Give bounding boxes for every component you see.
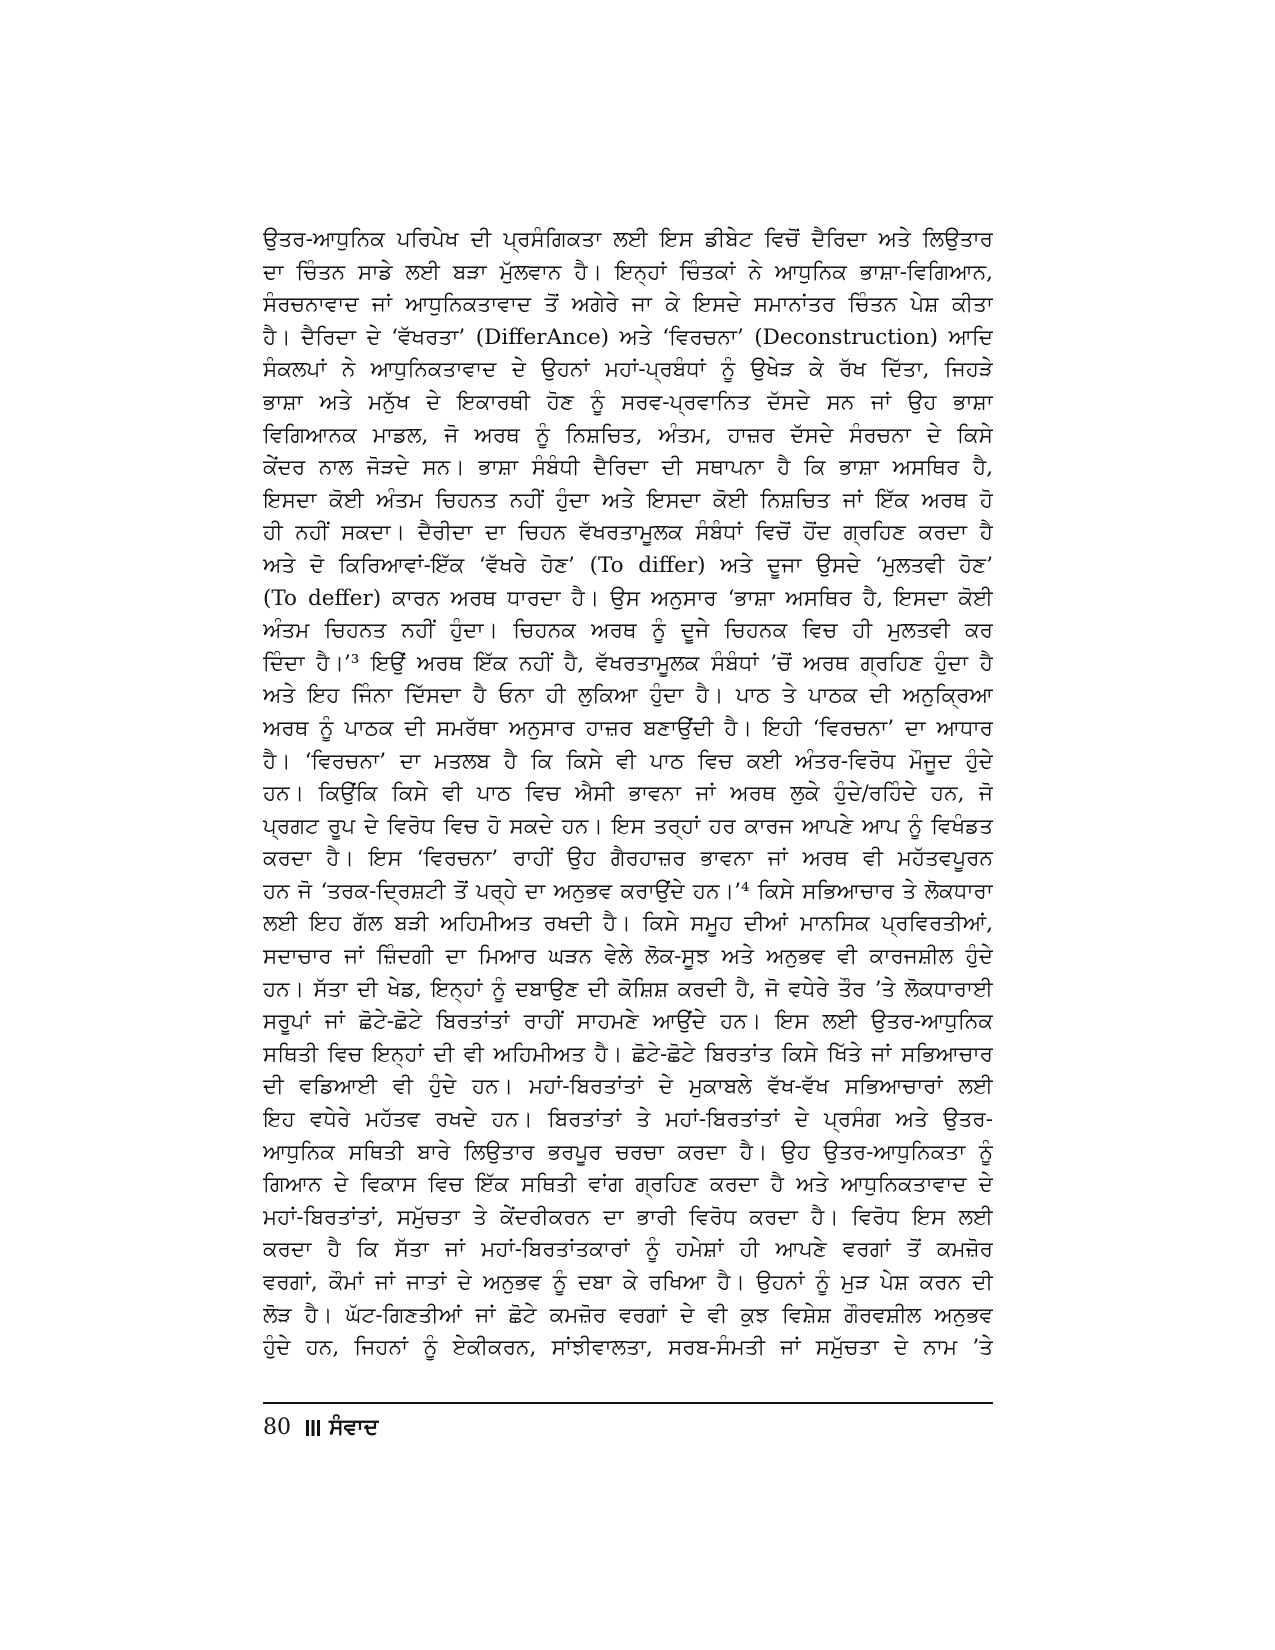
text-line: ਇਹ ਵਧੇਰੇ ਮਹੱਤਵ ਰਖਦੇ ਹਨ। ਬਿਰਤਾਂਤਾਂ ਤੇ ਮਹਾਂ-ਬਿਰਤਾਂਤਾਂ ਦੇ ਪ੍ਰਸੰਗ ਅਤੇ ਉਤਰ- — [263, 1107, 993, 1133]
text-line: ਹਨ। ਕਿਉਂਕਿ ਕਿਸੇ ਵੀ ਪਾਠ ਵਿਚ ਐਸੀ ਭਾਵਨਾ ਜਾਂ ਅਰਥ ਲੁਕੇ ਹੁੰਦੇ/ਰਹਿੰਦੇ ਹਨ, ਜੋ — [263, 781, 993, 807]
text-line: ਸਥਿਤੀ ਵਿਚ ਇਨ੍ਹਾਂ ਦੀ ਵੀ ਅਹਿਮੀਅਤ ਹੈ। ਛੋਟੇ-ਛੋਟੇ ਬਿਰਤਾਂਤ ਕਿਸੇ ਖਿੱਤੇ ਜਾਂ ਸਭਿਆਚਾਰ — [263, 1041, 993, 1067]
text-line: ਅਤੇ ਦੋ ਕਿਰਿਆਵਾਂ-ਇੱਕ ‘ਵੱਖਰੇ ਹੋਣ’ (To differ) ਅਤੇ ਦੂਜਾ ਉਸਦੇ ‘ਮੁਲਤਵੀ ਹੋਣ’ — [263, 552, 993, 578]
text-line: ਹੈ। ਦੈਰਿਦਾ ਦੇ ‘ਵੱਖਰਤਾ’ (DifferAnce) ਅਤੇ ‘ਵਿਰਚਨਾ’ (Deconstruction) ਆਦਿ — [263, 324, 993, 350]
text-line: ਸਦਾਚਾਰ ਜਾਂ ਜ਼ਿੰਦਗੀ ਦਾ ਮਿਆਰ ਘੜਨ ਵੇਲੇ ਲੋਕ-ਸੂਝ ਅਤੇ ਅਨੁਭਵ ਵੀ ਕਾਰਜਸ਼ੀਲ ਹੁੰਦੇ — [263, 944, 993, 970]
text-line: ਸੰਕਲਪਾਂ ਨੇ ਆਧੁਨਿਕਤਾਵਾਦ ਦੇ ਉਹਨਾਂ ਮਹਾਂ-ਪ੍ਰਬੰਧਾਂ ਨੂੰ ਉਖੇੜ ਕੇ ਰੱਖ ਦਿੱਤਾ, ਜਿਹੜੇ — [263, 357, 993, 383]
text-line: ਹਨ ਜੋ ‘ਤਰਕ-ਦ੍ਰਿਸ਼ਟੀ ਤੋਂ ਪਰ੍ਹੇ ਦਾ ਅਨੁਭਵ ਕਰਾਉਂਦੇ ਹਨ।’⁴ ਕਿਸੇ ਸਭਿਆਚਾਰ ਤੇ ਲੋਕਧਾਰਾ — [263, 878, 993, 904]
text-line: ਲੋੜ ਹੈ। ਘੱਟ-ਗਿਣਤੀਆਂ ਜਾਂ ਛੋਟੇ ਕਮਜ਼ੋਰ ਵਰਗਾਂ ਦੇ ਵੀ ਕੁਝ ਵਿਸ਼ੇਸ਼ ਗੌਰਵਸ਼ੀਲ ਅਨੁਭਵ — [263, 1302, 993, 1328]
text-line: ਅੰਤਮ ਚਿਹਨਤ ਨਹੀਂ ਹੁੰਦਾ। ਚਿਹਨਕ ਅਰਥ ਨੂੰ ਦੂਜੇ ਚਿਹਨਕ ਵਿਚ ਹੀ ਮੁਲਤਵੀ ਕਰ — [263, 618, 993, 644]
text-line: ਕਰਦਾ ਹੈ ਕਿ ਸੱਤਾ ਜਾਂ ਮਹਾਂ-ਬਿਰਤਾਂਤਕਾਰਾਂ ਨੂੰ ਹਮੇਸ਼ਾਂ ਹੀ ਆਪਣੇ ਵਰਗਾਂ ਤੋਂ ਕਮਜ਼ੋਰ — [263, 1237, 993, 1263]
text-line: ਅਤੇ ਇਹ ਜਿੰਨਾ ਦਿੱਸਦਾ ਹੈ ਓਨਾ ਹੀ ਲੁਕਿਆ ਹੁੰਦਾ ਹੈ। ਪਾਠ ਤੇ ਪਾਠਕ ਦੀ ਅਨੁਕ੍ਰਿਆ — [263, 683, 993, 709]
page-footer — [263, 1408, 378, 1448]
text-line: ਇਸਦਾ ਕੋਈ ਅੰਤਮ ਚਿਹਨਤ ਨਹੀਂ ਹੁੰਦਾ ਅਤੇ ਇਸਦਾ ਕੋਈ ਨਿਸ਼ਚਿਤ ਜਾਂ ਇੱਕ ਅਰਥ ਹੋ — [263, 487, 993, 513]
text-line: ਪ੍ਰਗਟ ਰੂਪ ਦੇ ਵਿਰੋਧ ਵਿਚ ਹੋ ਸਕਦੇ ਹਨ। ਇਸ ਤਰ੍ਹਾਂ ਹਰ ਕਾਰਜ ਆਪਣੇ ਆਪ ਨੂੰ ਵਿਖੰਡਤ — [263, 813, 993, 839]
page-number: 80 — [263, 1415, 291, 1440]
text-line: (To deffer) ਕਾਰਨ ਅਰਥ ਧਾਰਦਾ ਹੈ। ਉਸ ਅਨੁਸਾਰ ‘ਭਾਸ਼ਾ ਅਸਥਿਰ ਹੈ, ਇਸਦਾ ਕੋਈ — [263, 585, 993, 611]
text-line: ਮਹਾਂ-ਬਿਰਤਾਂਤਾਂ, ਸਮੁੱਚਤਾ ਤੇ ਕੇਂਦਰੀਕਰਨ ਦਾ ਭਾਰੀ ਵਿਰੋਧ ਕਰਦਾ ਹੈ। ਵਿਰੋਧ ਇਸ ਲਈ — [263, 1204, 993, 1230]
text-line: ਸੰਰਚਨਾਵਾਦ ਜਾਂ ਆਧੁਨਿਕਤਾਵਾਦ ਤੋਂ ਅਗੇਰੇ ਜਾ ਕੇ ਇਸਦੇ ਸਮਾਨਾਂਤਰ ਚਿੰਤਨ ਪੇਸ਼ ਕੀਤਾ — [263, 292, 993, 318]
text-line: ਗਿਆਨ ਦੇ ਵਿਕਾਸ ਵਿਚ ਇੱਕ ਸਥਿਤੀ ਵਾਂਗ ਗ੍ਰਹਿਣ ਕਰਦਾ ਹੈ ਅਤੇ ਆਧੁਨਿਕਤਾਵਾਦ ਦੇ — [263, 1172, 993, 1198]
text-line: ਕਰਦਾ ਹੈ। ਇਸ ‘ਵਿਰਚਨਾ’ ਰਾਹੀਂ ਉਹ ਗੈਰਹਾਜ਼ਰ ਭਾਵਨਾ ਜਾਂ ਅਰਥ ਵੀ ਮਹੱਤਵਪੂਰਨ — [263, 846, 993, 872]
text-line: ਦਿੰਦਾ ਹੈ।’³ ਇਉਂ ਅਰਥ ਇੱਕ ਨਹੀਂ ਹੈ, ਵੱਖਰਤਾਮੂਲਕ ਸੰਬੰਧਾਂ ’ਚੋਂ ਅਰਥ ਗ੍ਰਹਿਣ ਹੁੰਦਾ ਹੈ — [263, 650, 993, 676]
text-line: ਸਰੂਪਾਂ ਜਾਂ ਛੋਟੇ-ਛੋਟੇ ਬਿਰਤਾਂਤਾਂ ਰਾਹੀਂ ਸਾਹਮਣੇ ਆਉਂਦੇ ਹਨ। ਇਸ ਲਈ ਉਤਰ-ਆਧੁਨਿਕ — [263, 1009, 993, 1035]
triple-bar-icon — [305, 1418, 321, 1438]
text-line: ਦਾ ਚਿੰਤਨ ਸਾਡੇ ਲਈ ਬੜਾ ਮੁੱਲਵਾਨ ਹੈ। ਇਨ੍ਹਾਂ ਚਿੰਤਕਾਂ ਨੇ ਆਧੁਨਿਕ ਭਾਸ਼ਾ-ਵਿਗਿਆਨ, — [263, 259, 993, 285]
text-line: ਆਧੁਨਿਕ ਸਥਿਤੀ ਬਾਰੇ ਲਿਉਤਾਰ ਭਰਪੂਰ ਚਰਚਾ ਕਰਦਾ ਹੈ। ਉਹ ਉਤਰ-ਆਧੁਨਿਕਤਾ ਨੂੰ — [263, 1139, 993, 1165]
text-line: ਹੀ ਨਹੀਂ ਸਕਦਾ। ਦੈਰੀਦਾ ਦਾ ਚਿਹਨ ਵੱਖਰਤਾਮੂਲਕ ਸੰਬੰਧਾਂ ਵਿਚੋਂ ਹੋਂਦ ਗ੍ਰਹਿਣ ਕਰਦਾ ਹੈ — [263, 520, 993, 546]
text-line: ਉਤਰ-ਆਧੁਨਿਕ ਪਰਿਪੇਖ ਦੀ ਪ੍ਰਸੰਗਿਕਤਾ ਲਈ ਇਸ ਡੀਬੇਟ ਵਿਚੋਂ ਦੈਰਿਦਾ ਅਤੇ ਲਿਉਤਾਰ — [263, 227, 993, 252]
text-line: ਕੇਂਦਰ ਨਾਲ ਜੋੜਦੇ ਸਨ। ਭਾਸ਼ਾ ਸੰਬੰਧੀ ਦੈਰਿਦਾ ਦੀ ਸਥਾਪਨਾ ਹੈ ਕਿ ਭਾਸ਼ਾ ਅਸਥਿਰ ਹੈ, — [263, 455, 993, 481]
text-line: ਵਿਗਿਆਨਕ ਮਾਡਲ, ਜੋ ਅਰਥ ਨੂੰ ਨਿਸ਼ਚਿਤ, ਅੰਤਮ, ਹਾਜ਼ਰ ਦੱਸਦੇ ਸੰਰਚਨਾ ਦੇ ਕਿਸੇ — [263, 422, 993, 448]
text-line: ਲਈ ਇਹ ਗੱਲ ਬੜੀ ਅਹਿਮੀਅਤ ਰਖਦੀ ਹੈ। ਕਿਸੇ ਸਮੂਹ ਦੀਆਂ ਮਾਨਸਿਕ ਪ੍ਰਵਿਰਤੀਆਂ, — [263, 911, 993, 937]
text-line: ਹਨ। ਸੱਤਾ ਦੀ ਖੇਡ, ਇਨ੍ਹਾਂ ਨੂੰ ਦਬਾਉਣ ਦੀ ਕੋਸ਼ਿਸ਼ ਕਰਦੀ ਹੈ, ਜੋ ਵਧੇਰੇ ਤੌਰ ’ਤੇ ਲੋਕਧਾਰਾਈ — [263, 976, 993, 1002]
text-line: ਹੁੰਦੇ ਹਨ, ਜਿਹਨਾਂ ਨੂੰ ਏਕੀਕਰਨ, ਸਾਂਝੀਵਾਲਤਾ, ਸਰਬ-ਸੰਮਤੀ ਜਾਂ ਸਮੁੱਚਤਾ ਦੇ ਨਾਮ ’ਤੇ — [263, 1335, 993, 1361]
text-line: ਦੀ ਵਡਿਆਈ ਵੀ ਹੁੰਦੇ ਹਨ। ਮਹਾਂ-ਬਿਰਤਾਂਤਾਂ ਦੇ ਮੁਕਾਬਲੇ ਵੱਖ-ਵੱਖ ਸਭਿਆਚਾਰਾਂ ਲਈ — [263, 1074, 993, 1100]
footer-divider — [263, 1402, 993, 1404]
text-line: ਹੈ। ‘ਵਿਰਚਨਾ’ ਦਾ ਮਤਲਬ ਹੈ ਕਿ ਕਿਸੇ ਵੀ ਪਾਠ ਵਿਚ ਕਈ ਅੰਤਰ-ਵਿਰੋਧ ਮੌਜੂਦ ਹੁੰਦੇ — [263, 748, 993, 774]
text-line: ਭਾਸ਼ਾ ਅਤੇ ਮਨੁੱਖ ਦੇ ਇਕਾਰਥੀ ਹੋਣ ਨੂੰ ਸਰਵ-ਪ੍ਰਵਾਨਿਤ ਦੱਸਦੇ ਸਨ ਜਾਂ ਉਹ ਭਾਸ਼ਾ — [263, 389, 993, 415]
body-text — [263, 224, 993, 1394]
text-line: ਅਰਥ ਨੂੰ ਪਾਠਕ ਦੀ ਸਮਰੱਥਾ ਅਨੁਸਾਰ ਹਾਜ਼ਰ ਬਣਾਉਂਦੀ ਹੈ। ਇਹੀ ‘ਵਿਰਚਨਾ’ ਦਾ ਆਧਾਰ — [263, 715, 993, 741]
journal-name: ਸੰਵਾਦ — [329, 1415, 379, 1440]
text-line: ਵਰਗਾਂ, ਕੌਮਾਂ ਜਾਂ ਜਾਤਾਂ ਦੇ ਅਨੁਭਵ ਨੂੰ ਦਬਾ ਕੇ ਰਖਿਆ ਹੈ। ਉਹਨਾਂ ਨੂੰ ਮੁੜ ਪੇਸ਼ ਕਰਨ ਦੀ — [263, 1270, 993, 1295]
